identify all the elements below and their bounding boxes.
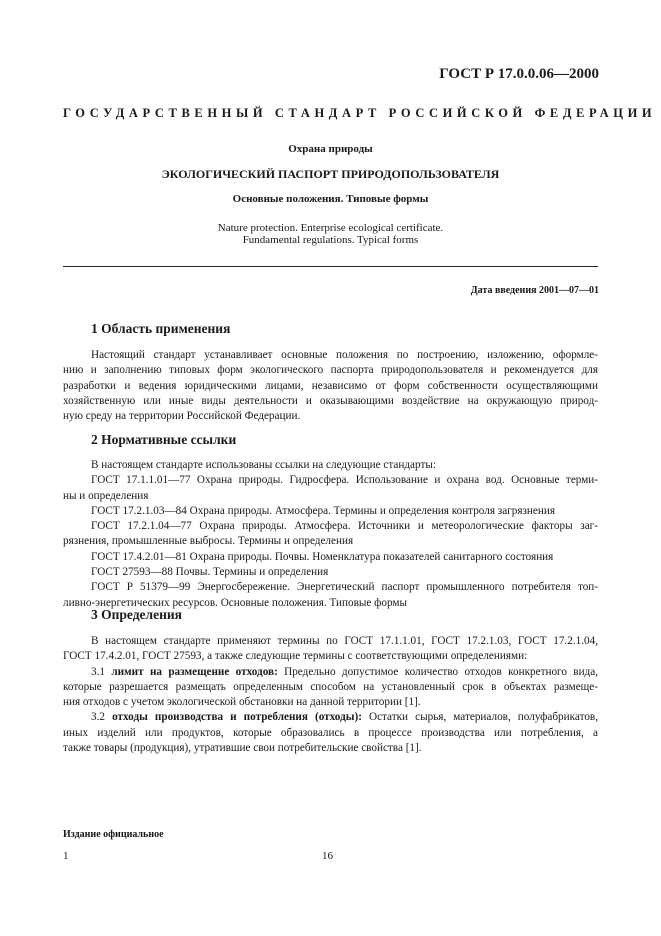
section-3-body	[63, 634, 598, 756]
english-title-line2: Fundamental regulations. Typical forms	[242, 234, 419, 246]
section-2-line: рязнения, промышленные выбросы. Термины и определения	[63, 535, 354, 548]
definition-1-text: Предельно допустимое количество отходов конкретного вида,	[277, 665, 599, 678]
definition-2-text: Остатки сырья, материалов, полуфабрикатов,	[361, 711, 598, 724]
footer-left-number: 1	[63, 850, 69, 862]
english-title-line1: Nature protection. Enterprise ecological certificate.	[217, 222, 444, 234]
definition-2-line2: иных изделий или продуктов, которые образовались в процессе производства или потребления, а	[63, 726, 598, 739]
main-title: ЭКОЛОГИЧЕСКИЙ ПАСПОРТ ПРИРОДОПОЛЬЗОВАТЕЛЯ	[161, 167, 500, 181]
section-1-line: хозяйственную или иные виды деятельности и оказывающими воздействие на окружающую природ-	[63, 394, 598, 407]
section-1-body	[63, 348, 598, 424]
page-number: 16	[322, 850, 333, 862]
definition-1-number: 3.1	[91, 665, 112, 678]
section-2-line: ГОСТ 17.1.1.01—77 Охрана природы. Гидросфера. Использование и охрана вод. Основные терми-	[91, 474, 598, 487]
subtitle: Основные положения. Типовые формы	[232, 193, 429, 205]
edition-note: Издание официальное	[63, 829, 164, 840]
section-1-heading: 1 Область применения	[91, 321, 231, 336]
section-2-line: В настоящем стандарте использованы ссылки на следующие стандарты:	[91, 459, 436, 471]
title-divider	[63, 266, 598, 267]
section-2-heading: 2 Нормативные ссылки	[91, 432, 237, 447]
definition-1-line2: которые разрешается размещать определенным способом на установленный срок в объектах размеще-	[63, 680, 598, 693]
section-3-heading: 3 Определения	[91, 607, 182, 622]
state-standard-header: ГОСУДАРСТВЕННЫЙ СТАНДАРТ РОССИЙСКОЙ ФЕДЕРАЦИИ	[63, 106, 657, 120]
definition-2-line1	[63, 710, 598, 725]
definition-1-line1	[63, 665, 598, 680]
definition-2-line3: также товары (продукция), утратившие свои потребительские свойства [1].	[63, 742, 422, 755]
introduction-date: Дата введения 2001—07—01	[470, 285, 599, 296]
section-1-line: разработки и ведения юридическими лицами, независимо от форм собственности осуществляющими	[63, 379, 598, 392]
document-number: ГОСТ Р 17.0.0.06—2000	[439, 66, 599, 82]
section-3-line: В настоящем стандарте применяют термины по ГОСТ 17.1.1.01, ГОСТ 17.2.1.03, ГОСТ 17.2.1.04,	[91, 635, 598, 647]
section-2-line: ны и определения	[63, 489, 149, 502]
section-1-line: ную среду на территории Российской Федерации.	[63, 410, 301, 423]
section-2-line: ГОСТ 17.2.1.03—84 Охрана природы. Атмосфера. Термины и определения контроля загрязнения	[91, 504, 555, 517]
section-3-line: ГОСТ 17.4.2.01, ГОСТ 27593, а также следующие термины с соответствующими определениями:	[63, 650, 528, 663]
section-2-line: ГОСТ 17.4.2.01—81 Охрана природы. Почвы. Номенклатура показателей санитарного состояния	[91, 550, 554, 563]
section-2-line: ГОСТ 17.2.1.04—77 Охрана природы. Атмосфера. Источники и метеорологические факторы заг-	[91, 520, 598, 533]
section-2-line: ливно-энергетических ресурсов. Основные положения. Типовые формы	[63, 596, 408, 609]
definition-1-term: лимит на размещение отходов:	[111, 665, 278, 678]
definition-1-line3: ния отходов с учетом экологической обстановки на данной территории [1].	[63, 696, 421, 709]
series-title: Охрана природы	[288, 143, 373, 155]
section-2-line: ГОСТ 27593—88 Почвы. Термины и определения	[91, 566, 329, 579]
section-1-line: Настоящий стандарт устанавливает основные положения по построению, изложению, оформле-	[91, 349, 598, 361]
section-1-line: нию и заполнению типовых форм экологического паспорта природопользователя и рекомендуется для	[63, 364, 598, 377]
definition-2-number: 3.2	[91, 711, 113, 724]
section-2-body	[63, 458, 598, 611]
section-2-line: ГОСТ Р 51379—99 Энергосбережение. Энергетический паспорт промышленного потребителя топ-	[91, 581, 598, 594]
definition-2-term: отходы производства и потребления (отходы):	[112, 711, 362, 724]
